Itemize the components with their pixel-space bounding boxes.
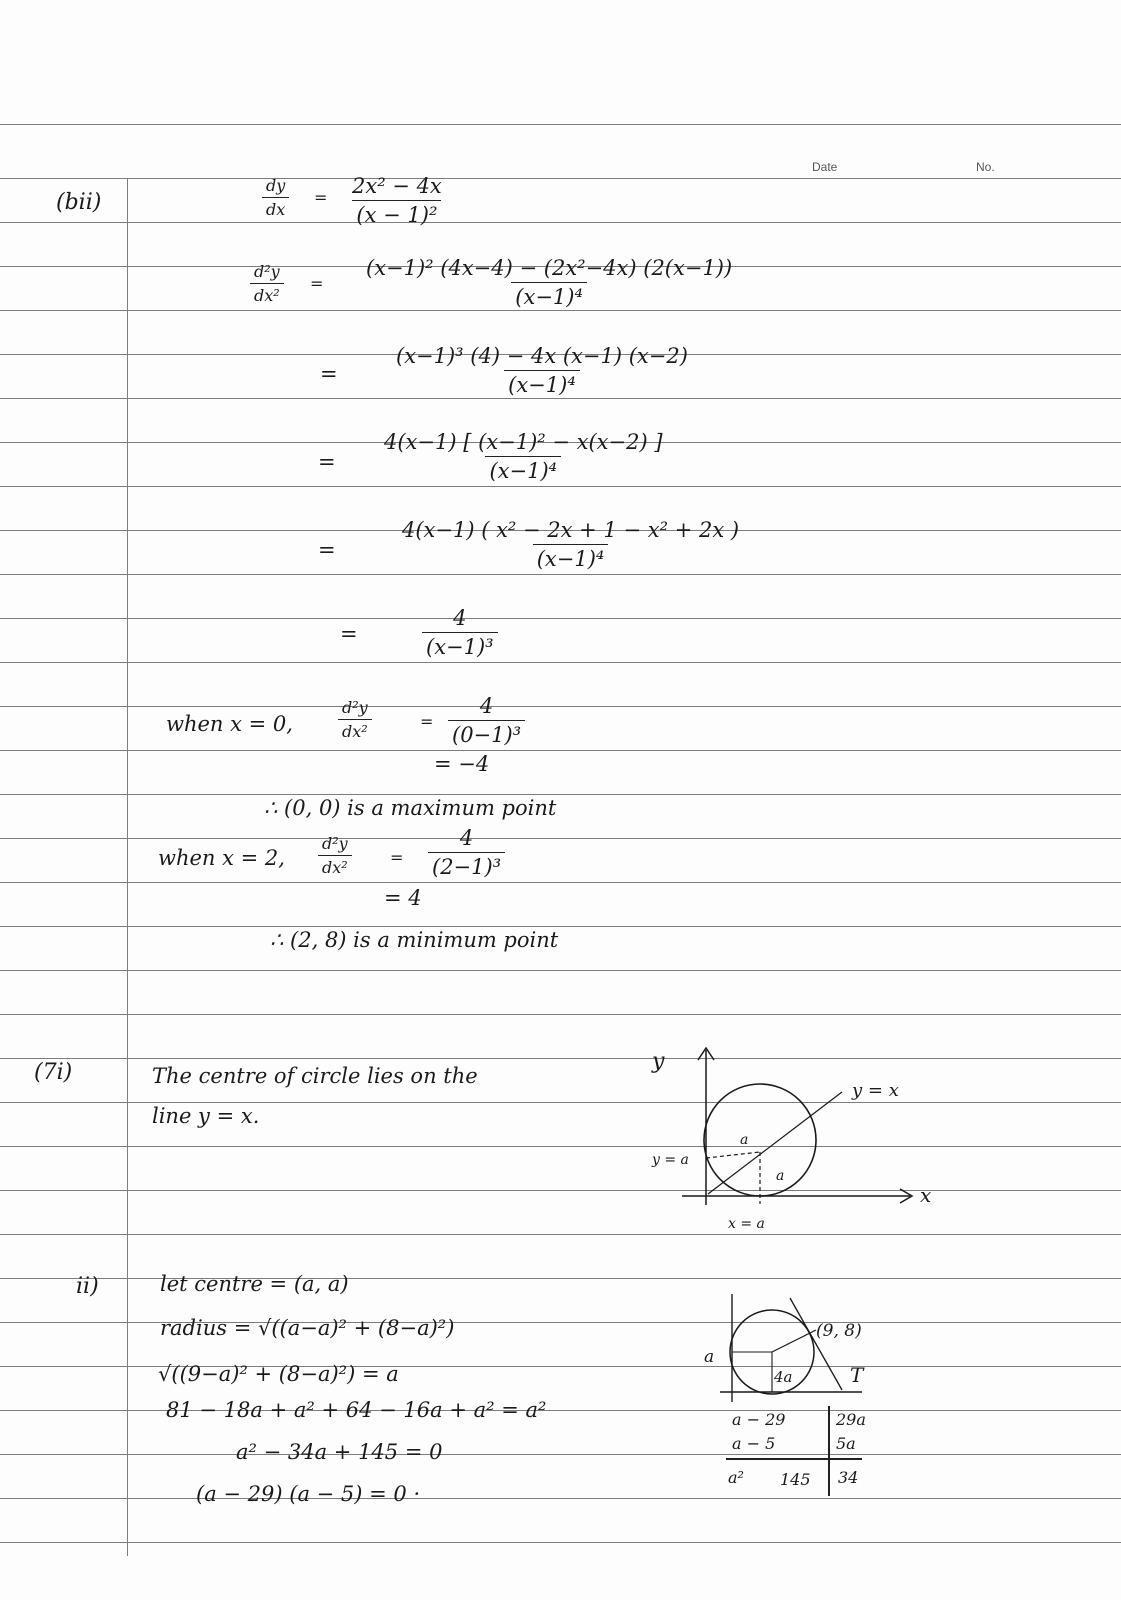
d2y-step5-fraction: $\frac{4}{\text{(x−1)³}}$ <box>422 606 498 659</box>
when-x0-text: when x = 0, <box>166 712 293 736</box>
radius-horizontal <box>706 1152 760 1158</box>
working-row-2: a − 5 <box>732 1434 776 1453</box>
ruled-line <box>0 1234 1121 1235</box>
ruled-line <box>0 706 1121 707</box>
minimum-point-statement: ∴ (2, 8) is a minimum point <box>270 928 559 952</box>
d2y-step1-equals: = <box>310 274 324 293</box>
ruled-line <box>0 838 1121 839</box>
d2y-step2-equals: = <box>320 362 338 386</box>
no-label: No. <box>976 160 995 174</box>
ruled-line <box>0 926 1121 927</box>
ruled-line <box>0 574 1121 575</box>
d2y-step4-equals: = <box>318 538 336 562</box>
part-ii-label: ii) <box>76 1274 99 1299</box>
part-ii-radius: radius = √((a−a)² + (8−a)²) <box>160 1316 455 1340</box>
when-x2-fraction: $\frac{4}{\text{(2−1)³}}$ <box>428 826 505 879</box>
part-ii-centre: let centre = (a, a) <box>160 1272 349 1296</box>
part-ii-equation-4: (a − 29) (a − 5) = 0 · <box>196 1482 421 1506</box>
part-7i-line2: line y = x. <box>152 1104 260 1128</box>
when-x2-text: when x = 2, <box>158 846 285 870</box>
ruled-line <box>0 178 1121 179</box>
ruled-line <box>0 662 1121 663</box>
when-x0-lhs: $\frac{\text{d²y}}{\text{dx²}}$ <box>338 698 372 741</box>
ruled-line <box>0 1146 1121 1147</box>
radius-line <box>772 1330 816 1352</box>
working-row-3c: 34 <box>838 1468 859 1487</box>
working-row-1: a − 29 <box>732 1410 786 1429</box>
x-axis-label: x <box>920 1183 932 1207</box>
d2y-step5-equals: = <box>340 622 358 646</box>
tangent-line <box>790 1298 842 1390</box>
dy-dx-lhs: $\frac{dy}{dx}$ <box>262 176 289 219</box>
part-ii-equation-1: √((9−a)² + (8−a)²) = a <box>158 1362 399 1386</box>
circle <box>704 1084 816 1196</box>
radius-label-2: a <box>776 1168 785 1184</box>
ruled-line <box>0 398 1121 399</box>
y-axis-label: y <box>652 1049 665 1074</box>
circle-diagram-ii <box>690 1290 890 1410</box>
ruled-line <box>0 222 1121 223</box>
when-x0-fraction: $\frac{4}{\text{(0−1)³}}$ <box>448 694 525 747</box>
y-equals-a-label: y = a <box>652 1152 689 1168</box>
margin-line <box>127 178 128 1556</box>
when-x0-result: = −4 <box>434 752 490 776</box>
d2y-step1-fraction: $\frac{\text{(x−1)² (4x−4) − (2x²−4x) (2(x−1))}}{\text{(x−1)⁴}}$ <box>366 256 733 309</box>
a-left-label: a <box>704 1347 715 1367</box>
when-x0-equals: = <box>420 712 434 731</box>
ruled-line <box>0 1058 1121 1059</box>
working-row-3: a² <box>728 1468 744 1487</box>
working-divider <box>726 1458 862 1460</box>
working-row-3b: 145 <box>780 1470 811 1489</box>
d2y-step4-fraction: $\frac{\text{4(x−1) ( x² − 2x + 1 − x² + 2x )}}{\text{(x−1)⁴}}$ <box>402 518 740 571</box>
ruled-line <box>0 486 1121 487</box>
line-label: y = x <box>852 1080 899 1101</box>
part-bii-label: (bii) <box>56 190 102 215</box>
maximum-point-statement: ∴ (0, 0) is a maximum point <box>264 796 557 820</box>
part-7i-line1: The centre of circle lies on the <box>152 1064 478 1088</box>
t-label: T <box>850 1363 864 1387</box>
part-ii-equation-3: a² − 34a + 145 = 0 <box>236 1440 443 1464</box>
ruled-line <box>0 1014 1121 1015</box>
ruled-line <box>0 1190 1121 1191</box>
ruled-line <box>0 310 1121 311</box>
radius-label-1: a <box>740 1132 749 1148</box>
d2y-dx2-lhs: $\frac{\text{d²y}}{\text{dx²}}$ <box>250 262 284 305</box>
ruled-line <box>0 1454 1121 1455</box>
ruled-line <box>0 794 1121 795</box>
d2y-step3-equals: = <box>318 450 336 474</box>
dy-dx-fraction: $\frac{\text{2x² − 4x}}{\text{(x − 1)²}}$ <box>352 174 442 227</box>
working-vertical <box>828 1406 830 1496</box>
ruled-line <box>0 1542 1121 1543</box>
ruled-line <box>0 1102 1121 1103</box>
dy-dx-equals: = <box>314 188 328 207</box>
working-row-1b: 29a <box>836 1410 866 1429</box>
x-equals-a-label: x = a <box>728 1216 765 1232</box>
d2y-step2-fraction: $\frac{\text{(x−1)³ (4) − 4x (x−1) (x−2)}}{\text{(x−1)⁴}}$ <box>396 344 688 397</box>
when-x2-result: = 4 <box>384 886 422 910</box>
ruled-line <box>0 750 1121 751</box>
ruled-line <box>0 882 1121 883</box>
ruled-line <box>0 124 1121 125</box>
date-label: Date <box>812 160 838 174</box>
ruled-line <box>0 1498 1121 1499</box>
part-7i-label: (7i) <box>34 1060 73 1085</box>
when-x2-lhs: $\frac{\text{d²y}}{\text{dx²}}$ <box>318 834 352 877</box>
working-row-2b: 5a <box>836 1434 856 1453</box>
d2y-step3-fraction: $\frac{\text{4(x−1) [ (x−1)² − x(x−2) ]}}{\text{(x−1)⁴}}$ <box>384 430 663 483</box>
line-y-equals-x <box>708 1092 842 1194</box>
circle-diagram-7i <box>646 1040 946 1240</box>
ruled-line <box>0 618 1121 619</box>
when-x2-equals: = <box>390 848 404 867</box>
point-label: (9, 8) <box>816 1321 862 1341</box>
ruled-line <box>0 970 1121 971</box>
a-inner-label: 4a <box>774 1368 793 1386</box>
part-ii-equation-2: 81 − 18a + a² + 64 − 16a + a² = a² <box>166 1398 547 1422</box>
